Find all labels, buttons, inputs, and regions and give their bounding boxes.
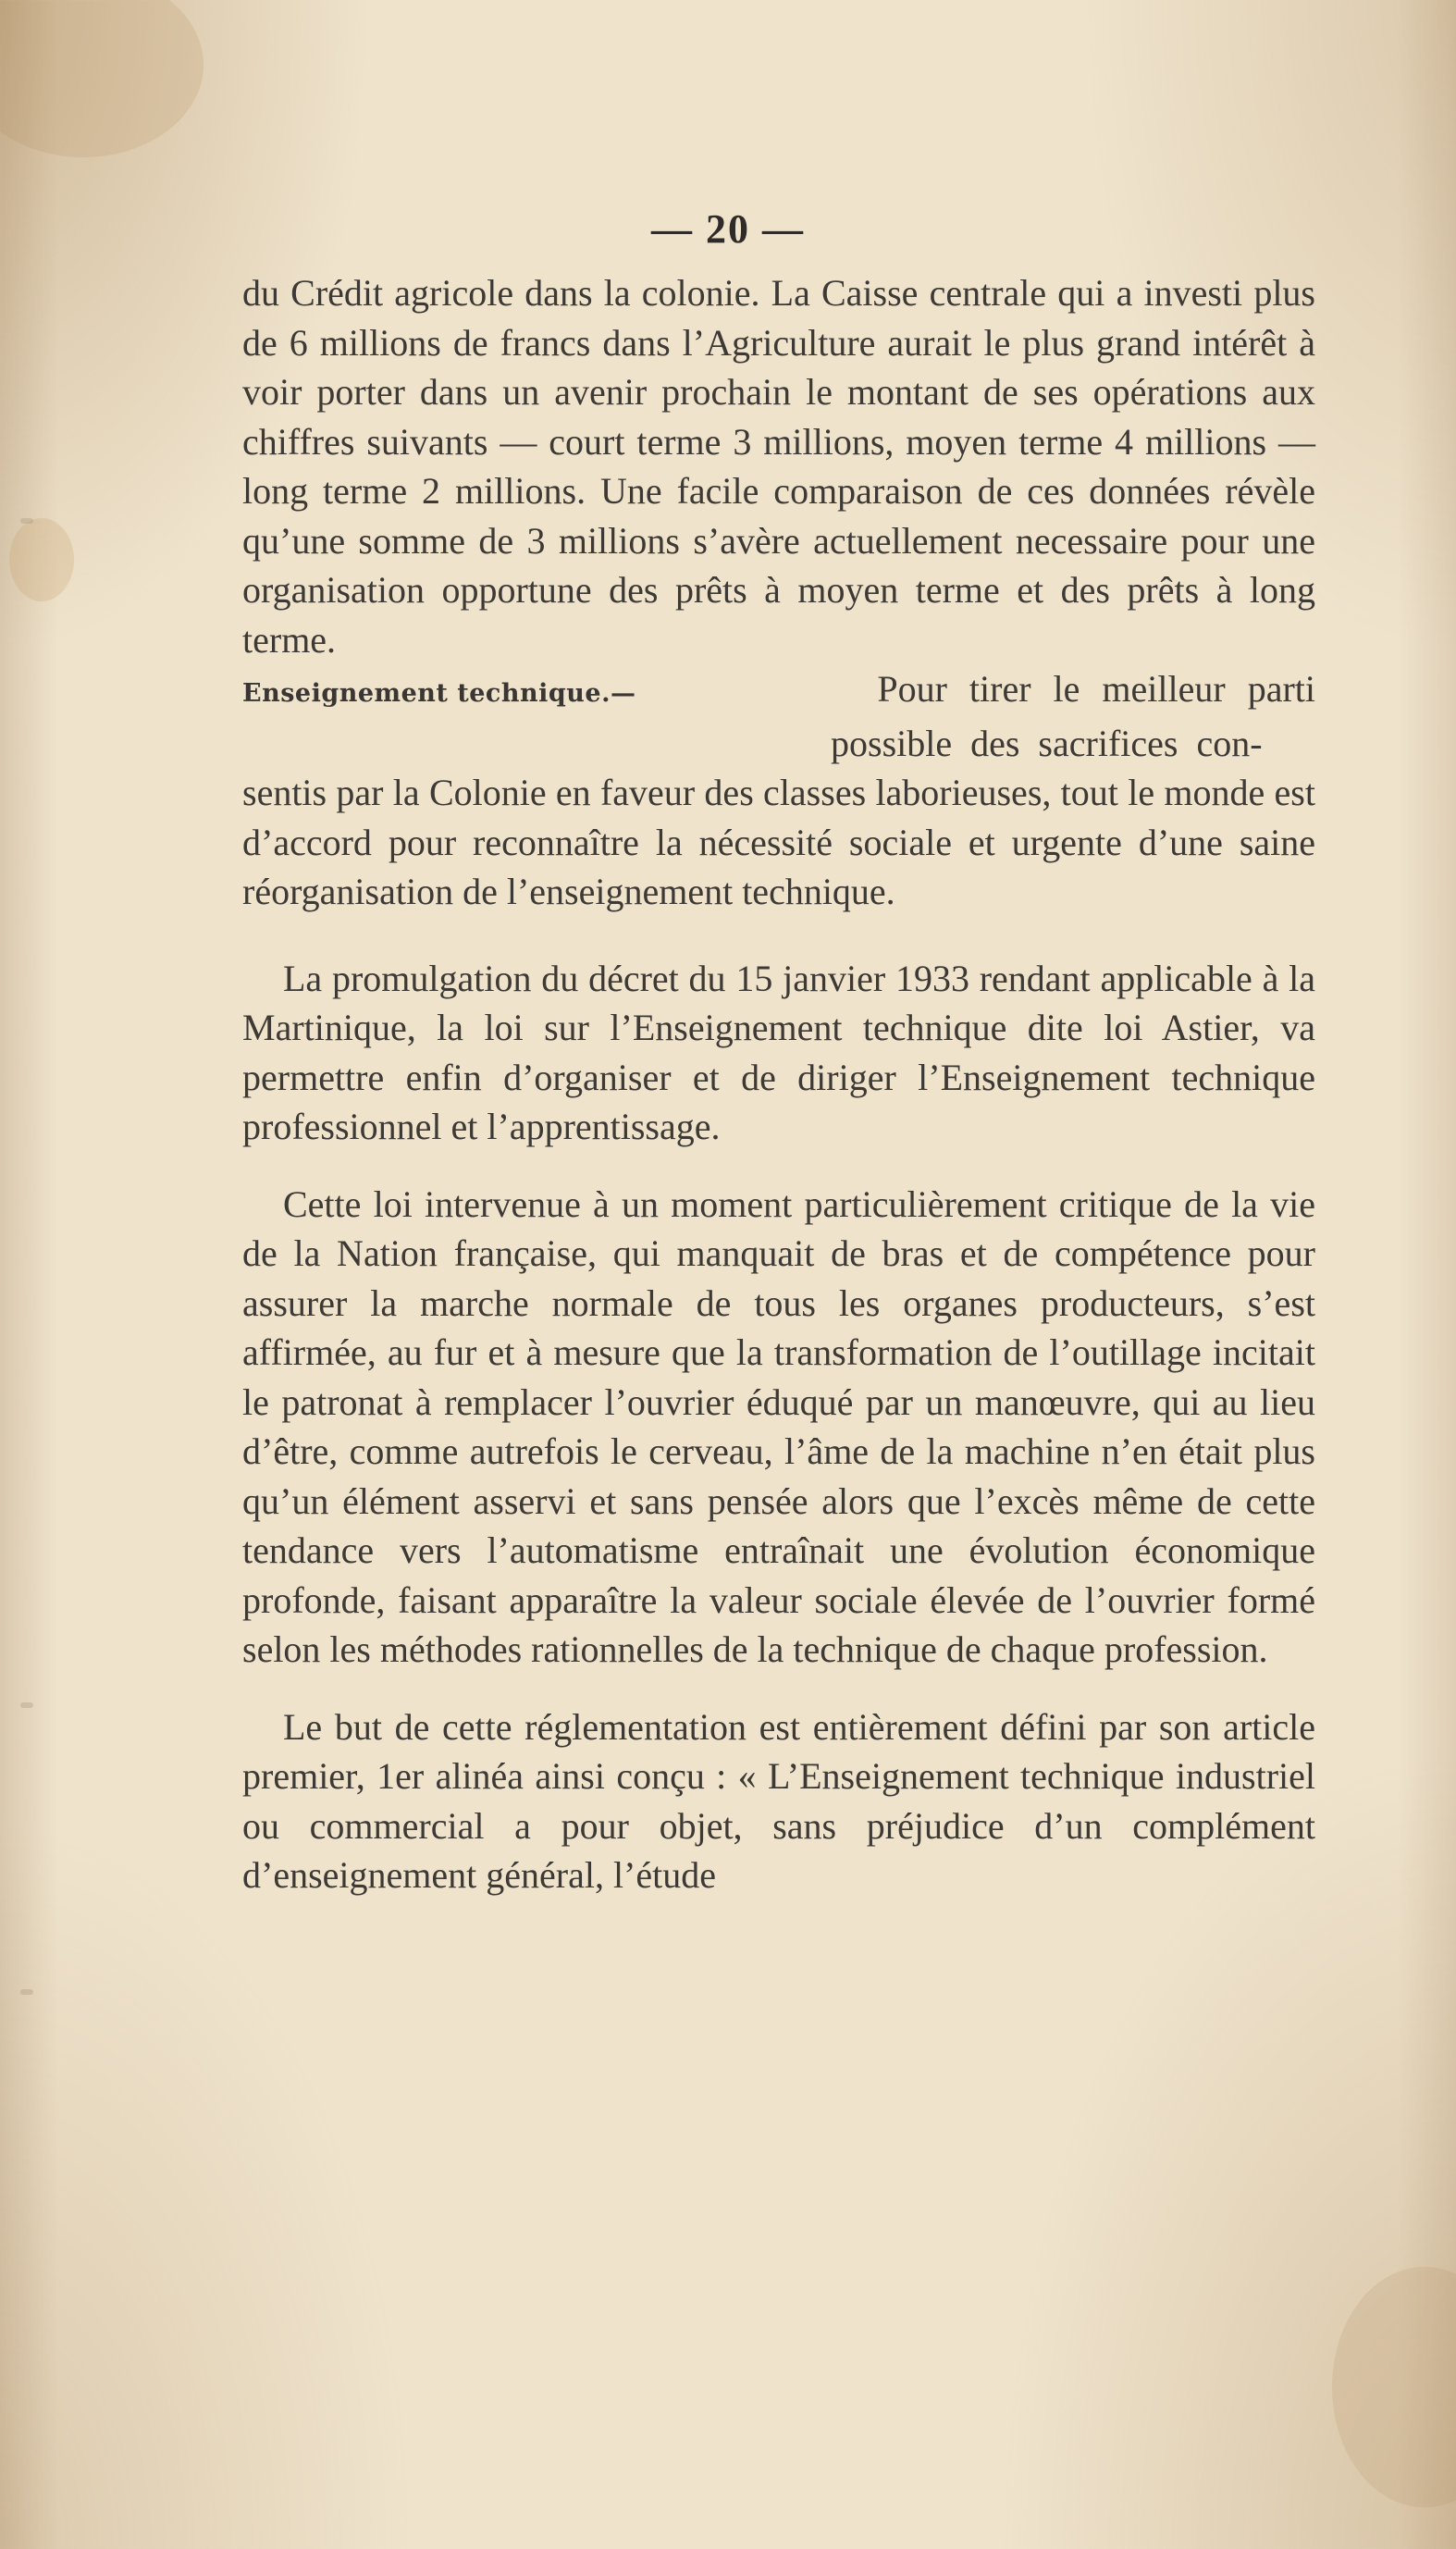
page-number: — 20 — <box>651 206 805 252</box>
section-heading-line <box>242 664 1315 719</box>
paragraph-decret: La promulgation du décret du 15 janvier 1933 rendant applicable à la Martinique, la loi sur l’Enseignement technique dite loi Astier, va permettre enfin d’organiser et de diriger l’Enseignement technique professionnel et l’apprentissage. <box>242 957 1315 1147</box>
paper-stain <box>1332 2267 1456 2507</box>
paragraph-loi: Cette loi intervenue à un moment particulièrement critique de la vie de la Nation française, qui manquait de bras et de compétence pour assurer la marche normale de tous les organes producteurs, s’est affirmée, au fur et à mesure que la transformation de l’outillage incitait le patronat à remplacer l’ouvrier éduqué par un manœuvre, qui au lieu d’être, comme autrefois le cerveau, l’âme de la machine n’en était plus qu’un élément asservi et sans pensée alors que l’excès même de cette tendance vers l’automatisme entraînait une évolution économique profonde, faisant apparaître la valeur sociale élevée de l’ouvrier formé selon les méthodes rationnelles de la technique de chaque profession. <box>242 1182 1315 1670</box>
section-heading: Enseignement technique.— <box>242 679 636 708</box>
section-text-line2: possible des sacrifices con- <box>831 722 1263 764</box>
paragraph-credit-agricole: du Crédit agricole dans la colonie. La Caisse centrale qui a investi plus de 6 millions de francs dans l’Agriculture aurait le plus grand intérêt à voir porter dans un avenir prochain le montant de ses opérations aux chiffres suivants — court terme 3 millions, moyen terme 4 millions — long terme 2 millions. Une facile comparaison de ces données révèle qu’une somme de 3 millions s’avère actuellement necessaire pour une organisation opportune des prêts à moyen terme et des prêts à long terme. <box>242 272 1315 661</box>
margin-mark <box>20 1702 33 1708</box>
body-text <box>242 268 1315 1900</box>
paper-stain <box>9 518 74 601</box>
paragraph-but: Le but de cette réglementation est entièrement défini par son article premier, 1er alinéa ainsi conçu : « L’Enseignement technique industriel ou commercial a pour objet, sans préjudice d’un complément d’enseignement général, l’étude <box>242 1705 1315 1896</box>
section-enseignement-technique <box>242 664 1315 917</box>
margin-mark <box>20 518 33 524</box>
paper-stain <box>0 0 204 157</box>
margin-mark <box>20 1989 33 1995</box>
section-text-line1: Pour tirer le meilleur parti <box>877 668 1315 710</box>
paragraph-enseignement-technique: sentis par la Colonie en faveur des classes laborieuses, tout le monde est d’accord pour reconnaître la nécessité sociale et urgente d’une saine réorganisation de l’enseignement technique. <box>242 772 1315 912</box>
